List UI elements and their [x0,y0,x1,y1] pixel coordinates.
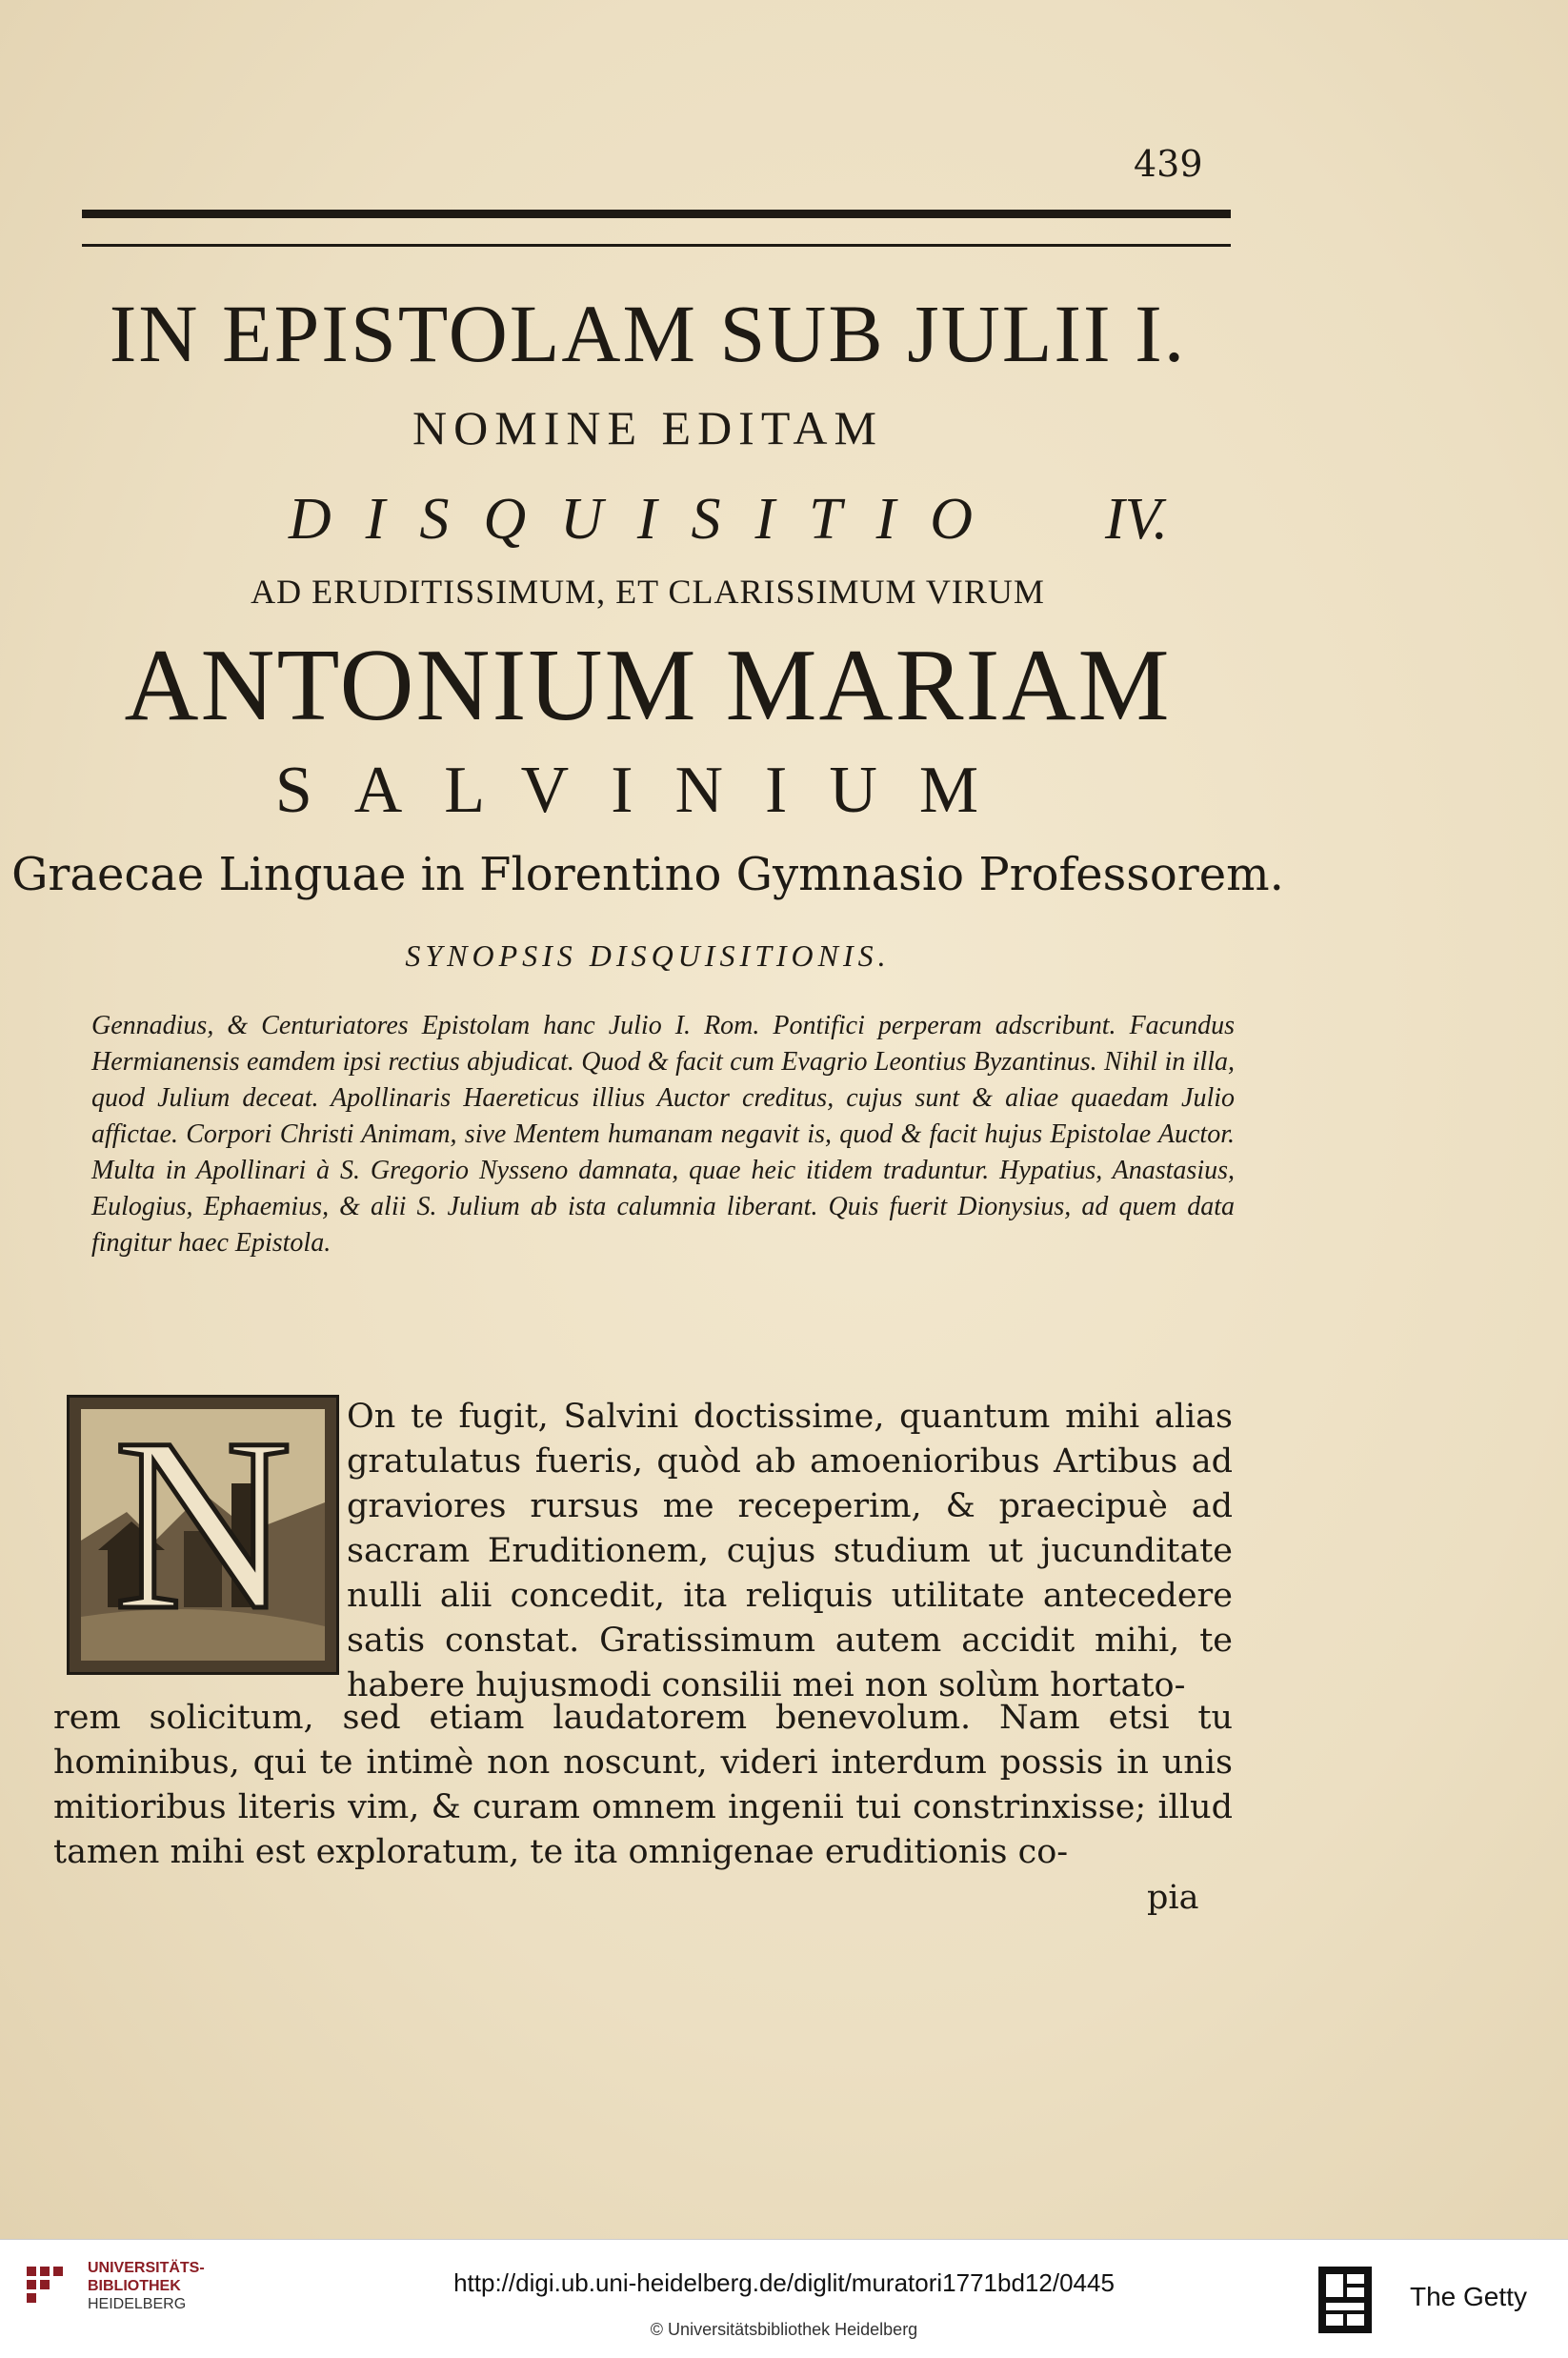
institution-line-2: BIBLIOTHEK [88,2278,181,2294]
title-disquisitio: DISQUISITIO [288,487,1008,552]
body-paragraph-start: On te fugit, Salvini doctissime, quantum mihi alias gratulatus fueris, quòd ab amoenioribus Artibus ad graviores rursus me receperim, & praecipuè ad sacram Eruditionem, cujus studium ut jucunditate nulli alii concedit, ita reliquis utilitate antecedere satis constat. Gratissimum autem accidit mihi, te habere hujusmodi consilii mei non solùm hortato- [347,1398,1233,1704]
header-rule-thin [82,244,1231,247]
institution-line-3: HEIDELBERG [88,2296,187,2312]
title-profession: Graecae Linguae in Florentino Gymnasio Professorem. [11,848,1284,901]
body-paragraph-continued: rem solicitum, sed etiam laudatorem benevolum. Nam etsi tu hominibus, qui te intimè non noscunt, videri interdum possis in unis mitioribus literis vim, & curam omnem ingenii tui constrinxisse; illud tamen mihi est exploratum, te ita omnigenae eruditionis co- [53,1699,1233,1871]
page-number: 439 [1134,143,1203,185]
institution-line-1: UNIVERSITÄTS- [88,2260,205,2276]
title-line-1: IN EPISTOLAM SUB JULII I. [109,288,1187,379]
catchword: pia [1147,1879,1199,1917]
getty-logo-icon [1318,2267,1372,2333]
viewer-footer [0,2239,1568,2358]
title-numeral: IV. [1105,487,1169,552]
partner-name: The Getty [1410,2282,1527,2311]
initial-letter: N [113,1398,292,1662]
synopsis-text: Gennadius, & Centuriatores Epistolam hanc Julio I. Rom. Pontifici perperam adscribunt. Facundus Hermianensis eamdem ipsi rectius abjudicat. Quod & facit cum Evagrio Leontius Byzantinus. Nihil in illa, quod Julium deceat. Apollinaris Haereticus illius Auctor creditus, cujus sunt & aliae quaedam Julio affictae. Corpori Christi Animam, sive Mentem humanam negavit is, quod & facit hujus Epistolae Auctor. Multa in Apollinari à S. Gregorio Nysseno damnata, quae heic itidem traduntur. Hypatius, Anastasius, Eulogius, Ephaemius, & alii S. Julium ab ista calumnia liberant. Quis fuerit Dionysius, ad quem data fingitur haec Epistola. [91,1011,1235,1258]
woodcut-illustration [70,1398,336,1672]
copyright-notice: © Universitätsbibliothek Heidelberg [650,2320,918,2339]
header-rule-thick [82,210,1231,218]
title-line-2: NOMINE EDITAM [412,401,883,454]
title-surname: SALVINIUM [274,754,1021,827]
title-name: ANTONIUM MARIAM [124,629,1172,742]
permalink-url[interactable]: http://digi.ub.uni-heidelberg.de/diglit/muratori1771bd12/0445 [453,2268,1115,2297]
title-dedication: AD ERUDITISSIMUM, ET CLARISSIMUM VIRUM [251,573,1045,611]
synopsis-heading: SYNOPSIS DISQUISITIONIS. [405,938,891,973]
decorated-initial [67,1395,339,1675]
